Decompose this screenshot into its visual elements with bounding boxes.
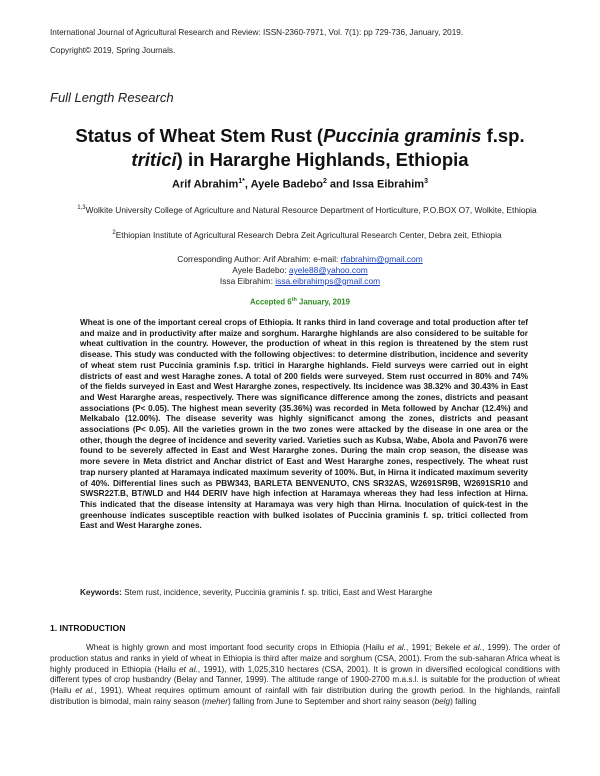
accepted-ordinal: th	[291, 297, 297, 303]
accepted-prefix: Accepted 6	[250, 297, 292, 307]
author-list	[40, 178, 560, 191]
author-name: Ayele Badebo	[250, 178, 323, 191]
title-part-1: Status of Wheat Stem Rust (	[75, 125, 324, 146]
affiliation-mark: 2	[112, 230, 116, 236]
intro-text: , 1991; Bekele	[406, 643, 464, 652]
keywords-label: Keywords:	[80, 588, 122, 597]
correspondence-label: Ayele Badebo:	[232, 265, 289, 275]
author-separator: ,	[244, 178, 251, 191]
keywords	[80, 588, 528, 597]
correspondence-line	[40, 265, 560, 276]
accepted-date	[40, 297, 560, 307]
affiliation-mark: 1,3	[77, 205, 86, 211]
intro-text: ) falling from June to September and short rainy season (	[227, 696, 435, 706]
correspondence-label: Issa Eibrahim:	[219, 276, 276, 286]
affiliation-2	[52, 228, 562, 241]
email-link[interactable]: rfabrahim@gmail.com	[340, 254, 423, 264]
journal-citation: International Journal of Agricultural Research and Review: ISSN-2360-7971, Vol. 7(1): pp 729-736, January, 2019.	[50, 28, 464, 37]
paper-title	[40, 124, 560, 172]
title-italic-2: tritici	[131, 149, 177, 170]
accepted-suffix: January, 2019	[296, 297, 350, 307]
title-part-2: f.sp.	[481, 125, 525, 146]
intro-italic: et al.	[463, 643, 482, 652]
intro-text: ) falling	[450, 696, 477, 706]
email-link[interactable]: ayele88@yahoo.com	[288, 265, 368, 275]
intro-italic: belg	[434, 696, 451, 706]
intro-italic: et al.	[179, 664, 198, 674]
correspondence-line	[40, 254, 560, 265]
author-name: Issa Eibrahim	[352, 178, 425, 191]
article-type: Full Length Research	[50, 90, 174, 105]
intro-italic: et al.	[387, 643, 407, 652]
affiliation-text: Ethiopian Institute of Agricultural Research Debra Zeit Agricultural Research Center, Debra zeit, Ethiopia	[115, 229, 502, 240]
intro-italic: et al.	[75, 686, 95, 696]
section-heading: 1. INTRODUCTION	[50, 623, 126, 633]
title-italic-1: Puccinia graminis	[323, 125, 482, 146]
keywords-text: Stem rust, incidence, severity, Puccinia graminis f. sp. tritici, East and West Hararghe	[121, 588, 433, 597]
author-affiliation-mark: 1*	[238, 178, 245, 185]
title-part-3: ) in Hararghe Highlands, Ethiopia	[176, 149, 469, 170]
author-separator: and	[326, 178, 353, 191]
affiliation-text: Wolkite University College of Agriculture and Natural Resource Department of Horticulture, P.O.BOX O7, Wolkite, Ethiopia	[85, 204, 537, 215]
author-name: Arif Abrahim	[172, 178, 239, 191]
correspondence-block	[40, 254, 560, 287]
intro-text: , 1999). The order of production status and ranks in yield of wheat in Ethiopia is third after maize and sorghum (CSA, 2001). From the sub-saharan Africa wheat is highly produced in Ethiopia (Hailu	[50, 643, 560, 674]
affiliation-1	[52, 203, 562, 216]
author-affiliation-mark: 2	[322, 178, 327, 185]
intro-italic: meher	[204, 696, 228, 706]
copyright-line: Copyright© 2019, Spring Journals.	[50, 46, 176, 55]
intro-text: , 1991). Wheat requires optimum amount of rainfall with fair distribution during the growth period. In the highlands, rainfall distribution is bimodal, main rainy season (	[50, 686, 560, 706]
email-link[interactable]: issa.eibrahimps@gmail.com	[275, 276, 381, 286]
correspondence-label: Corresponding Author: Arif Abrahim: e-mail:	[177, 254, 341, 264]
correspondence-line	[40, 276, 560, 287]
intro-text: Wheat is highly grown and most important food security crops in Ethiopia (Hailu	[86, 643, 388, 652]
abstract: Wheat is one of the important cereal crops of Ethiopia. It ranks third in land coverage and total production after tef and maize and in productivity after maize and sorghum. Hararghe highlands are also considered to be suitable for wheat cultivation in the country. However, the production of wheat in this region is threatened by the stem rust disease. This study was conducted with the following objectives: to determine distribution, incidence and severity of wheat stem rust Puccinia graminis f.sp. tritici in Hararghe highlands. Field surveys were carried out in eight districts of east and west Haraghe zones. A total of 200 fields were surveyed. Stem rust occurred in 80% and 74% of the fields surveyed in East and West Hararghe zones, respectively. Its incidence was 38.32% and 30.43% in East and West Hararghe areas, respectively. There was significance difference among the zones, districts and peasant associations (P< 0.05). The highest mean severity (35.36%) was recorded in Meta followed by Anchar (12.4%) and Melkabalo (12.00%). The disease severity was highly significanct among the zones, districts and peasant associations (P< 0.05). All the varieties grown in the two zones were attacked by the disease in one area or the other, though the degree of incidence and severity varied. Varieties such as Kubsa, Wabe, Abola and Pavon76 were found to be severely affected in East and West Hararghe zones. During the main crop season, the disease was more severe in Meta district and Anchar district of East and West Hararghe zones, respectively. The wheat rust trap nursery planted at Haramaya indicated maximum severity of 100%. But, in Hirna it indicated maximum severity of 40%. Differential lines such as PBW343, BARLETA BENVENUTO, CNS SR32AS, W2691SR9B, W2691SR10 and SWSR22T.B, BT/WLD and H44 DERIV have high infection at Haramaya whereas they had less infection at Hirna. This indicated that the disease intensity at Haramaya was very high than Hirna. Inoculation of quick-test in the greenhouse indicates susceptible reaction with bulked isolates of Puccinia graminis f. sp. tritici collected from East and West Hararghe zones.	[80, 318, 528, 531]
introduction-paragraph	[50, 643, 560, 708]
author-affiliation-mark: 3	[424, 178, 428, 185]
intro-text: , 1991), with 1,025,310 hectares (CSA, 2001). It is grown in diversified ecological conditions with different types of crop husbandry (Belay and Tanner, 1999). The altitude range of 1900-2700 m.a.s.l. is suitable for the production of wheat (Hailu	[50, 664, 560, 696]
